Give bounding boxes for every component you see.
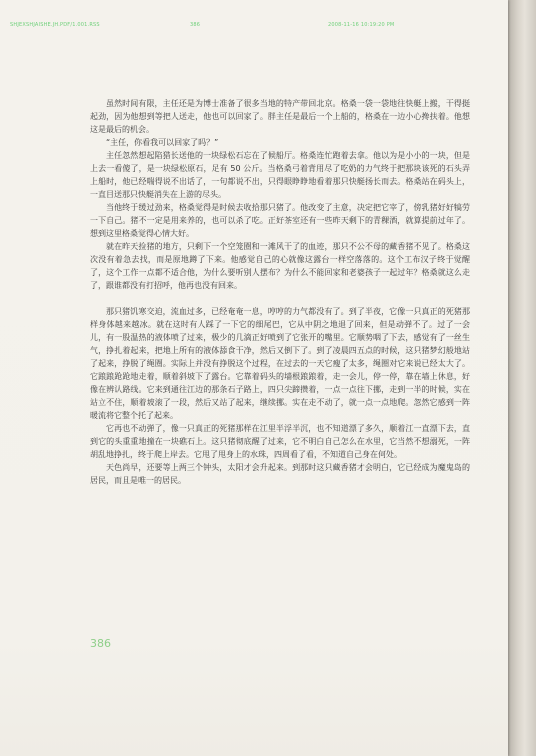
- page-number: 386: [90, 637, 111, 650]
- header-filename: SHJEXSHJAISHE.JH.PDF/1.001.RSS: [10, 22, 100, 28]
- paragraph: 就在昨天捡猪的地方，只剩下一个空笼圈和一滩风干了的血迹，那只不公不母的藏香猪不见了。格桑这次没有着急去找，而是原地蹲了下来。他感觉自己的心就像这露台一样空落落的。这个工布汉子终于觉醒了，这个工作一点都不适合他，为什么要听别人摆布？为什么不能回家和老婆孩子一起过年？格桑就这么走了，跟谁都没有打招呼，他再也没有回来。: [90, 242, 470, 290]
- header-page-marker: 386: [190, 22, 201, 28]
- paragraph: 它再也不动弹了，像一只真正的死猪那样在江里半浮半沉，也不知道漂了多久，顺着江一直漂下去，直到它的头重重地撞在一块礁石上。这只猪彻底醒了过来，它不明白自己怎么在水里，它当然不想溺死，一阵胡乱地挣扎，终于爬上岸去。它甩了甩身上的水珠，四周看了看，不知道自己身在何处。: [90, 424, 470, 459]
- paragraph: 主任忽然想起陷猎长送他的一块绿松石忘在了候船厅。格桑连忙跑着去拿。他以为是小小的一块，但是上去一看傻了，是一块绿松原石，足有 50 公斤。当格桑弓着背用尽了吃奶的力气终于把那块该死的石头弄上船时，他已经喘得说不出话了，一句都说不出，只得眼睁睁地看着那只快艇扬长而去。格桑站在码头上，一直目送那只快艇消失在上游的尽头。: [90, 151, 470, 199]
- paragraph: 虽然时间有限，主任还是为博士准备了很多当地的特产带回北京。格桑一袋一袋地往快艇上搬，干得挺起劲，因为他想到等把人送走，他也可以回家了。胖主任是最后一个上船的，格桑在一边小心搀扶着。他想这是最后的机会。: [90, 99, 470, 134]
- body-text: [90, 97, 470, 487]
- paragraph: “主任，你看我可以回家了吗？”: [106, 138, 219, 147]
- paragraph: 那只猪饥寒交迫，流血过多，已经奄奄一息，哼哼的力气都没有了。到了半夜，它像一只真正的死猪那样身体越来越冰。就在这时有人踩了一下它的细尾巴，它从中阴之地退了回来，但是动弹不了。过了一会儿，有一股温热的液体喷了过来，极少的几滴正好喷到了它张开的嘴里。它顺势咽了下去，感觉有了一丝生气，挣扎着起来，把地上所有的液体舔食干净，然后又倒下了。到了凌晨四五点的时候，这只猪梦幻般地站了起来，挣脱了绳圈。实际上并没有挣脱这个过程，在过去的一天它瘦了太多，绳圈对它来说已经太大了。它踉踉跄跄地走着，顺着斜坡下了露台。它靠着码头的墙根踉踉着，走一会儿，停一停，靠在墙上休息，好像在辨认路线。它来到通往江边的那条石子路上，四只尖蹄攒着，一点一点往下挪，走到一半的时候，实在站立不住，顺着坡滚了一段，然后又站了起来，继续挪。实在走不动了，就一点一点地爬。忽然它感到一阵暖流将它整个托了起来。: [90, 307, 470, 420]
- header-timestamp: 2008-11-16 10:19:20 PM: [328, 22, 395, 28]
- print-header: [10, 22, 500, 32]
- facing-page-edge: [508, 0, 536, 756]
- paragraph: 天色尚早，还要等上两三个钟头，太阳才会升起来。到那时这只藏香猪才会明白，它已经成为魔鬼岛的居民，而且是唯一的居民。: [90, 463, 470, 485]
- paragraph: 当他终于缓过劲来，格桑觉得是时候去收拾那只猪了。他改变了主意，决定把它宰了，傍乳猪好好犒劳一下自己。猪不一定是用来养的，也可以杀了吃。正好茶室还有一些昨天剩下的青稞酒，就算提前过年了。想到这里格桑觉得心情大好。: [90, 203, 470, 238]
